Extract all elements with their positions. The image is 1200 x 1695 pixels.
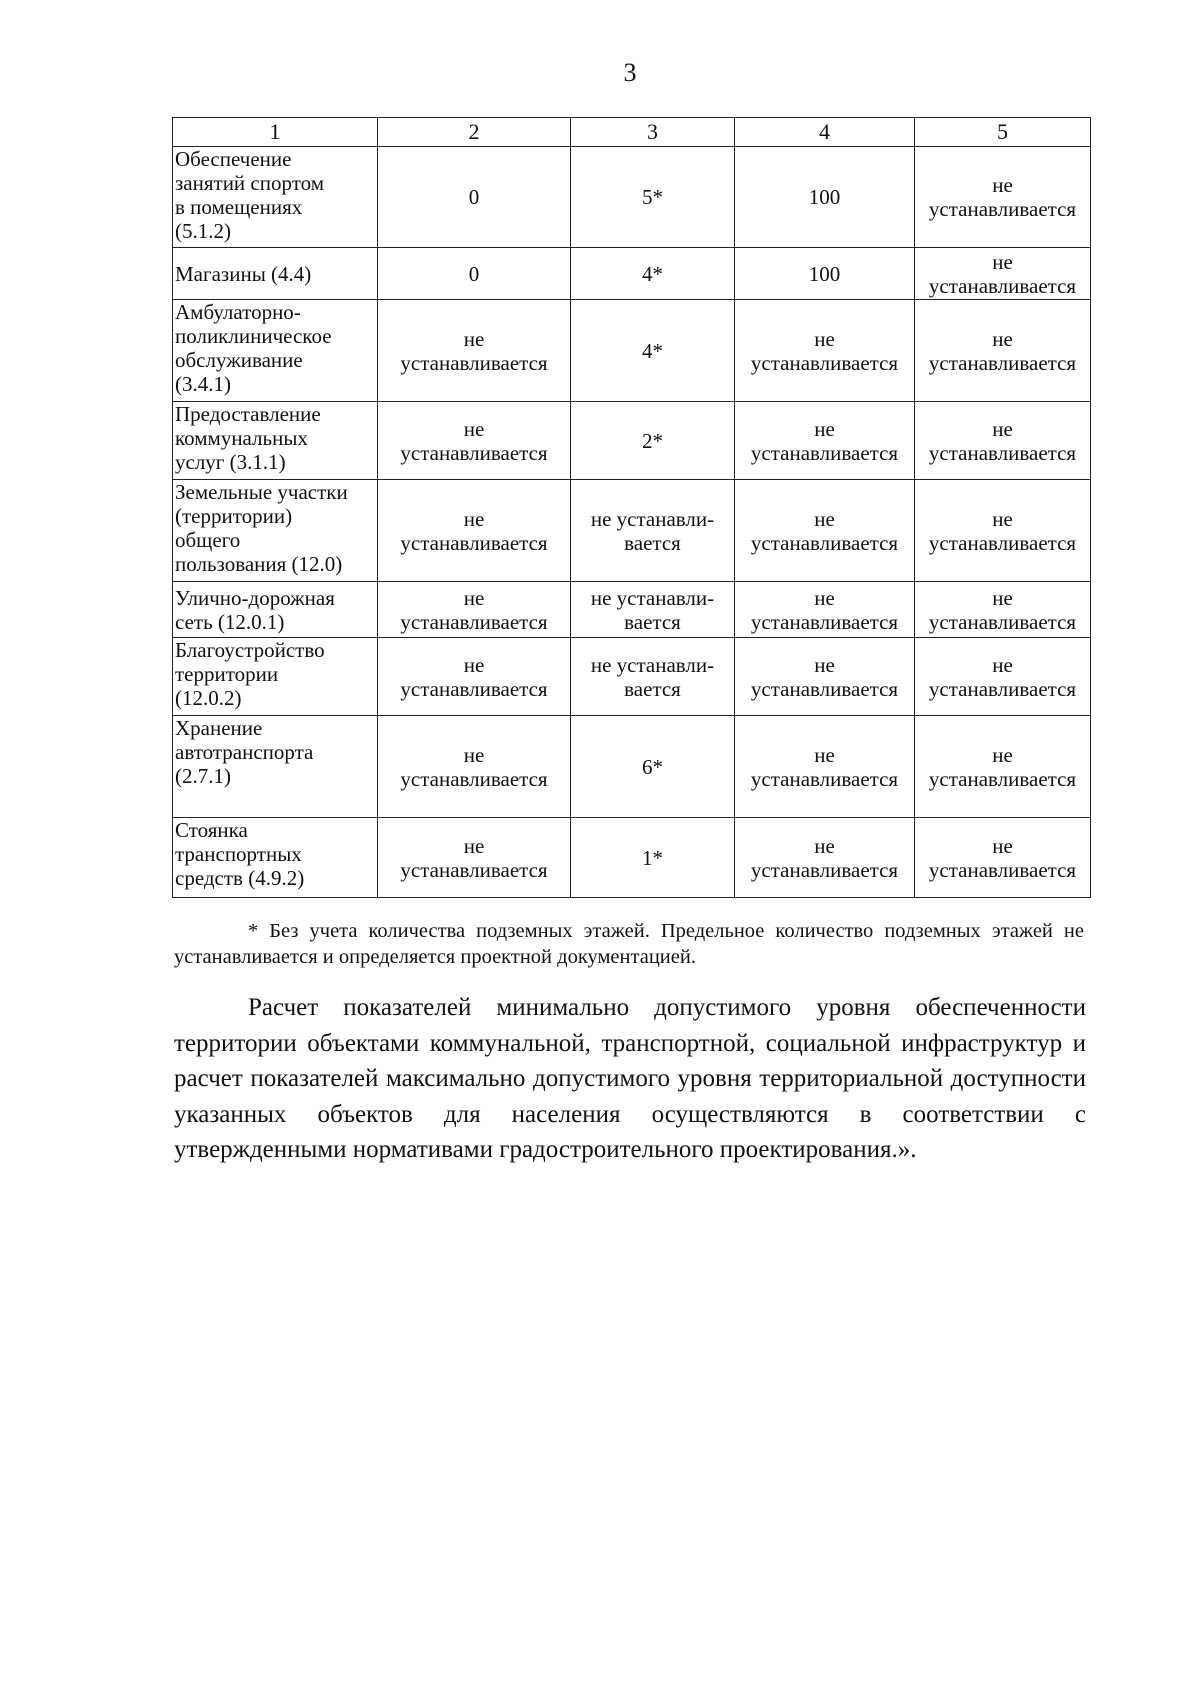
cell-text-line: Обеспечение xyxy=(175,147,292,171)
cell-text-line: устанавливается xyxy=(928,766,1077,791)
table-row xyxy=(173,818,1091,898)
table-cell-col1 xyxy=(173,248,378,300)
cell-text-line: 100 xyxy=(808,185,841,209)
table-cell-col3 xyxy=(571,300,735,402)
cell-text-line: устанавливается xyxy=(928,857,1077,882)
cell-text-line: транспортных xyxy=(175,842,302,866)
table-row xyxy=(173,248,1091,300)
table-cell-col5 xyxy=(915,818,1091,898)
table-cell-col5 xyxy=(915,248,1091,300)
norms-table-body xyxy=(173,118,1091,898)
table-cell-col4 xyxy=(735,582,915,638)
cell-text-line: 2* xyxy=(642,428,663,453)
cell-text-line: Благоустройство xyxy=(175,638,325,662)
table-cell-col4 xyxy=(735,402,915,480)
table-row xyxy=(173,300,1091,402)
table-cell-col1 xyxy=(173,582,378,638)
table-cell-col1 xyxy=(173,638,378,716)
cell-text-line: пользования (12.0) xyxy=(175,552,343,576)
table-cell-col5 xyxy=(915,716,1091,818)
table-cell-col3 xyxy=(571,402,735,480)
cell-text-line: 0 xyxy=(468,261,480,286)
cell-text-line: устанавливается xyxy=(928,440,1077,465)
cell-text-line: 0 xyxy=(468,185,480,209)
cell-text-line: услуг (3.1.1) xyxy=(175,450,286,474)
cell-text-line: не xyxy=(463,506,485,531)
table-cell-col2 xyxy=(378,818,571,898)
cell-text-line: (5.1.2) xyxy=(175,219,231,243)
cell-text-line: общего xyxy=(175,528,241,552)
cell-text-line: не xyxy=(814,833,835,858)
cell-text-line: устанавливается xyxy=(928,530,1077,555)
cell-text-line: (территории) xyxy=(175,504,293,528)
cell-text-line: не xyxy=(814,506,835,531)
table-cell-col5 xyxy=(915,147,1091,248)
cell-text-line: вается xyxy=(624,676,681,701)
cell-text-line: Амбулаторно- xyxy=(175,300,301,324)
table-cell-col2 xyxy=(378,248,571,300)
cell-text-line: сеть (12.0.1) xyxy=(175,609,285,634)
table-header-row xyxy=(173,118,1091,147)
cell-text-line: вается xyxy=(624,530,681,555)
table-cell-col3 xyxy=(571,147,735,248)
cell-text-line: обслуживание xyxy=(175,348,303,372)
cell-text-line: не xyxy=(992,416,1013,441)
cell-text-line: не xyxy=(992,833,1013,858)
cell-text-line: 1* xyxy=(642,845,663,870)
table-row xyxy=(173,716,1091,818)
cell-text-line: не xyxy=(992,742,1013,767)
cell-text-line: не xyxy=(463,326,485,351)
cell-text-line: устанавливается xyxy=(750,609,899,634)
cell-text-line: не xyxy=(463,416,485,441)
table-cell-col1 xyxy=(173,818,378,898)
table-cell-col4 xyxy=(735,300,915,402)
table-cell-col4 xyxy=(735,638,915,716)
cell-text-line: устанавливается xyxy=(928,350,1077,375)
cell-text-line: не xyxy=(992,506,1013,531)
cell-text-line: устанавливается xyxy=(750,676,899,701)
table-cell-col3 xyxy=(571,716,735,818)
table-row xyxy=(173,638,1091,716)
main-paragraph: Расчет показателей минимально допустимого уровня обеспеченности территории объектами коммунальной, транспортной, социальной инфраструктур и расчет показателей максимально допустимого уровня территориальной доступности указанных объектов для населения осуществляются в соответствии с утвержденными нормативами градостроительного проектирования.». xyxy=(174,994,1086,1163)
column-header-5: 5 xyxy=(915,118,1091,147)
table-cell-col5 xyxy=(915,480,1091,582)
table-cell-col4 xyxy=(735,248,915,300)
cell-text-line: устанавливается xyxy=(400,440,548,465)
column-header-4: 4 xyxy=(735,118,915,147)
table-row xyxy=(173,402,1091,480)
table-cell-col1 xyxy=(173,300,378,402)
table-cell-col1 xyxy=(173,716,378,818)
table-cell-col3 xyxy=(571,638,735,716)
table-cell-col4 xyxy=(735,147,915,248)
table-row xyxy=(173,582,1091,638)
cell-text-line: устанавливается xyxy=(928,676,1077,701)
cell-text-line: не xyxy=(463,742,485,767)
column-header-3: 3 xyxy=(571,118,735,147)
cell-text-line: не xyxy=(992,173,1013,197)
table-row xyxy=(173,147,1091,248)
cell-text-line: поликлиническое xyxy=(175,324,332,348)
cell-text-line: не xyxy=(463,833,485,858)
cell-text-line: устанавливается xyxy=(750,440,899,465)
page-number: 3 xyxy=(623,58,637,87)
cell-text-line: Земельные участки xyxy=(175,480,348,504)
cell-text-line: 6* xyxy=(642,754,663,779)
cell-text-line: Улично-дорожная xyxy=(175,585,335,610)
table-cell-col4 xyxy=(735,818,915,898)
cell-text-line: не xyxy=(463,585,485,610)
cell-text-line: Магазины (4.4) xyxy=(175,261,312,286)
table-cell-col1 xyxy=(173,402,378,480)
cell-text-line: автотранспорта xyxy=(175,740,314,764)
table-cell-col3 xyxy=(571,818,735,898)
cell-text-line: устанавливается xyxy=(400,676,548,701)
cell-text-line: не xyxy=(814,416,835,441)
table-cell-col3 xyxy=(571,480,735,582)
table-cell-col2 xyxy=(378,480,571,582)
cell-text-line: не xyxy=(992,585,1013,610)
column-header-1: 1 xyxy=(173,118,378,147)
table-cell-col3 xyxy=(571,248,735,300)
cell-text-line: (2.7.1) xyxy=(175,764,231,788)
table-cell-col2 xyxy=(378,402,571,480)
cell-text-line: устанавливается xyxy=(750,857,899,882)
column-header-2: 2 xyxy=(378,118,571,147)
table-cell-col5 xyxy=(915,300,1091,402)
table-cell-col4 xyxy=(735,480,915,582)
norms-table xyxy=(172,117,1091,898)
cell-text-line: занятий спортом xyxy=(175,171,324,195)
table-cell-col2 xyxy=(378,638,571,716)
cell-text-line: устанавливается xyxy=(400,766,548,791)
cell-text-line: устанавливается xyxy=(400,857,548,882)
cell-text-line: не устанавли- xyxy=(590,506,715,531)
cell-text-line: устанавливается xyxy=(928,273,1077,298)
cell-text-line: устанавливается xyxy=(400,530,548,555)
cell-text-line: Предоставление xyxy=(175,402,321,426)
table-cell-col5 xyxy=(915,402,1091,480)
cell-text-line: устанавливается xyxy=(750,530,899,555)
cell-text-line: не устанавли- xyxy=(590,652,715,677)
cell-text-line: Стоянка xyxy=(175,818,248,842)
cell-text-line: устанавливается xyxy=(928,609,1077,634)
cell-text-line: 4* xyxy=(642,261,663,286)
table-cell-col2 xyxy=(378,300,571,402)
cell-text-line: (3.4.1) xyxy=(175,372,231,396)
cell-text-line: не xyxy=(814,742,835,767)
cell-text-line: вается xyxy=(624,609,681,634)
cell-text-line: устанавливается xyxy=(928,197,1077,221)
cell-text-line: не xyxy=(814,652,835,677)
cell-text-line: не xyxy=(992,326,1013,351)
cell-text-line: территории xyxy=(175,662,279,686)
cell-text-line: в помещениях xyxy=(175,195,303,219)
cell-text-line: не xyxy=(992,249,1013,274)
cell-text-line: Хранение xyxy=(175,716,263,740)
cell-text-line: не xyxy=(463,652,485,677)
table-cell-col5 xyxy=(915,638,1091,716)
cell-text-line: не xyxy=(992,652,1013,677)
cell-text-line: устанавливается xyxy=(750,350,899,375)
cell-text-line: 4* xyxy=(642,338,663,363)
cell-text-line: не устанавли- xyxy=(590,585,715,610)
table-row xyxy=(173,480,1091,582)
cell-text-line: 100 xyxy=(808,261,841,286)
cell-text-line: устанавливается xyxy=(400,609,548,634)
cell-text-line: коммунальных xyxy=(175,426,308,450)
table-cell-col1 xyxy=(173,147,378,248)
cell-text-line: не xyxy=(814,585,835,610)
table-cell-col2 xyxy=(378,716,571,818)
table-cell-col2 xyxy=(378,582,571,638)
cell-text-line: средств (4.9.2) xyxy=(175,866,305,890)
table-cell-col1 xyxy=(173,480,378,582)
cell-text-line: устанавливается xyxy=(400,350,548,375)
cell-text-line: не xyxy=(814,326,835,351)
table-cell-col5 xyxy=(915,582,1091,638)
cell-text-line: 5* xyxy=(642,185,663,209)
footnote: * Без учета количества подземных этажей. Предельное количество подземных этажей не устанавливается и определяется проектной документацией. xyxy=(174,920,1084,968)
cell-text-line: устанавливается xyxy=(750,766,899,791)
table-cell-col4 xyxy=(735,716,915,818)
table-cell-col3 xyxy=(571,582,735,638)
cell-text-line: (12.0.2) xyxy=(175,686,242,710)
table-cell-col2 xyxy=(378,147,571,248)
